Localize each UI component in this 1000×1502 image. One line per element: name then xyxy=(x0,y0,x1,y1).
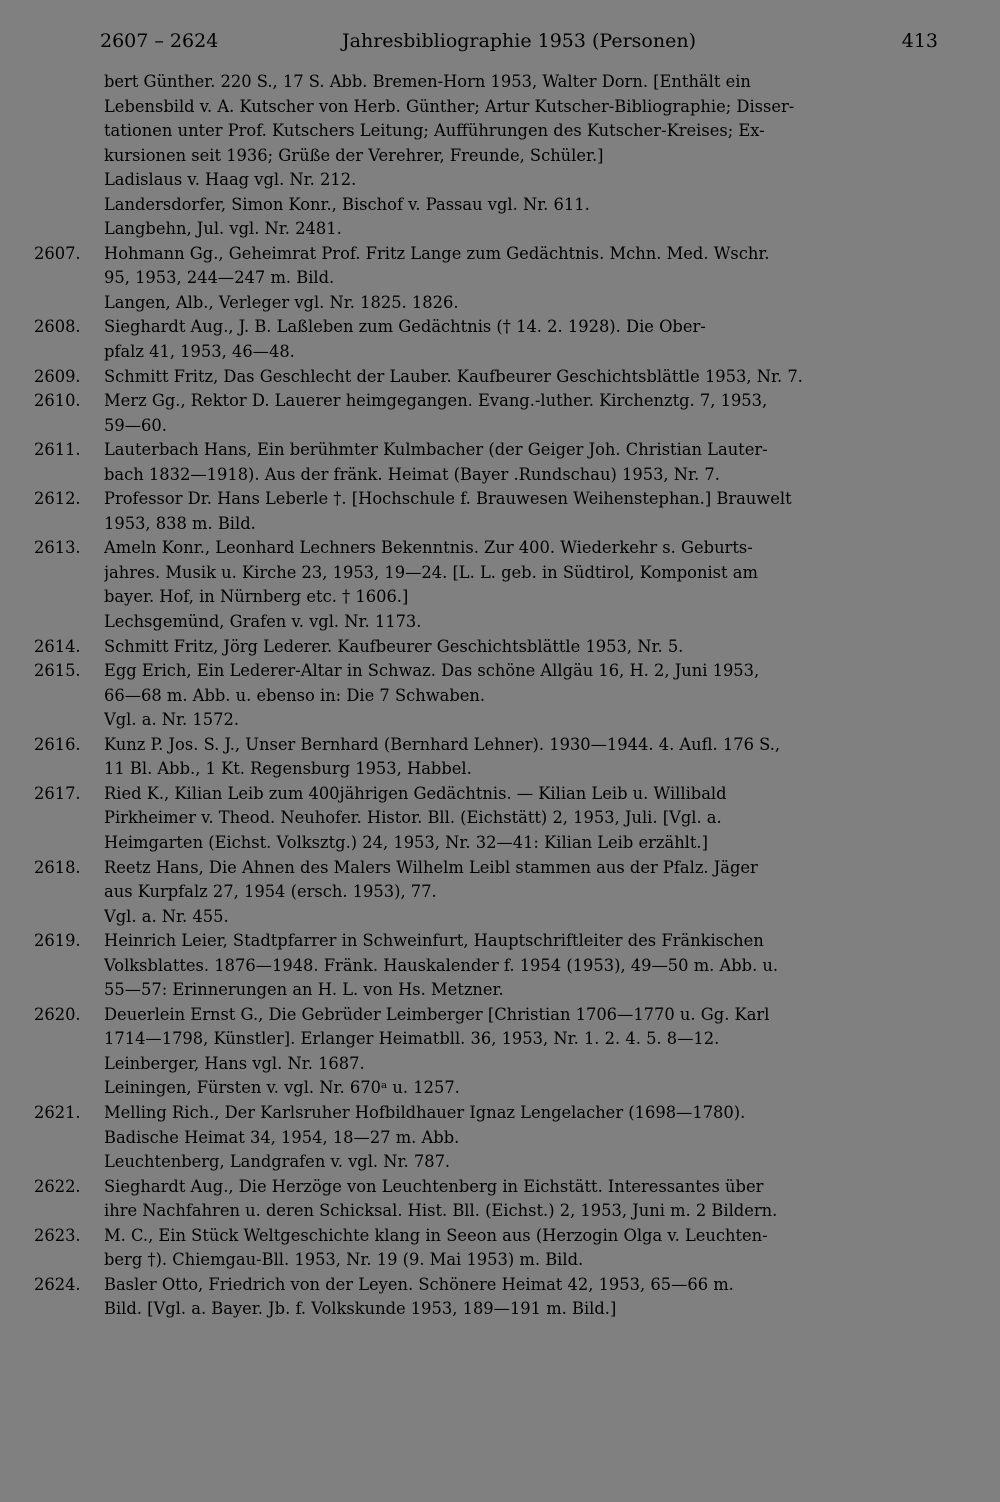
entry-text: Langbehn, Jul. vgl. Nr. 2481. xyxy=(104,219,342,239)
entry-text: Melling Rich., Der Karlsruher Hofbildhauer Ignaz Lengelacher (1698—1780). xyxy=(104,1102,746,1122)
bibliography-entries xyxy=(0,70,1000,1322)
entry-line xyxy=(0,1199,1000,1224)
entry-line xyxy=(0,512,1000,537)
entry-text: 11 Bl. Abb., 1 Kt. Regensburg 1953, Habbel. xyxy=(104,759,472,779)
entry-line xyxy=(0,242,1000,267)
entry-text: jahres. Musik u. Kirche 23, 1953, 19—24. [L. L. geb. in Südtirol, Komponist am xyxy=(104,562,758,582)
entry-number: 2624. xyxy=(34,1274,81,1294)
entry-text: bert Günther. 220 S., 17 S. Abb. Bremen-Horn 1953, Walter Dorn. [Enthält ein xyxy=(104,72,751,91)
entry-line xyxy=(0,119,1000,144)
entry-line xyxy=(0,168,1000,193)
entry-line xyxy=(0,733,1000,758)
entry-number: 2621. xyxy=(34,1102,81,1122)
entry-line xyxy=(0,856,1000,881)
running-title: Jahresbibliographie 1953 (Personen) xyxy=(342,30,696,52)
entry-line xyxy=(0,463,1000,488)
entry-number: 2612. xyxy=(34,489,81,509)
entry-text: Merz Gg., Rektor D. Lauerer heimgegangen. Evang.-luther. Kirchenztg. 7, 1953, xyxy=(104,391,768,411)
entry-line xyxy=(0,635,1000,660)
entry-text: Lebensbild v. A. Kutscher von Herb. Günther; Artur Kutscher-Bibliographie; Disser- xyxy=(104,96,795,116)
entry-text: Heinrich Leier, Stadtpfarrer in Schweinfurt, Hauptschriftleiter des Fränkischen xyxy=(104,931,764,951)
entry-text: Landersdorfer, Simon Konr., Bischof v. Passau vgl. Nr. 611. xyxy=(104,194,590,214)
entry-line xyxy=(0,782,1000,807)
entry-line xyxy=(0,585,1000,610)
entry-number: 2617. xyxy=(34,783,81,803)
entry-number: 2618. xyxy=(34,857,81,877)
entry-text: Leiningen, Fürsten v. vgl. Nr. 670ᵃ u. 1257. xyxy=(104,1078,460,1098)
entry-number: 2614. xyxy=(34,636,81,656)
entry-number: 2623. xyxy=(34,1225,81,1245)
entry-text: Langen, Alb., Verleger vgl. Nr. 1825. 1826. xyxy=(104,292,459,312)
entry-text: Professor Dr. Hans Leberle †. [Hochschule f. Brauwesen Weihenstephan.] Brauwelt xyxy=(104,489,792,509)
entry-number: 2609. xyxy=(34,366,81,386)
entry-line xyxy=(0,536,1000,561)
entry-text: Vgl. a. Nr. 455. xyxy=(104,906,229,926)
entry-text: 1953, 838 m. Bild. xyxy=(104,513,256,533)
entry-number: 2610. xyxy=(34,391,81,411)
entry-text: pfalz 41, 1953, 46—48. xyxy=(104,342,295,362)
entry-text: 1714—1798, Künstler]. Erlanger Heimatbll. 36, 1953, Nr. 1. 2. 4. 5. 8—12. xyxy=(104,1029,720,1049)
entry-text: Kunz P. Jos. S. J., Unser Bernhard (Bernhard Lehner). 1930—1944. 4. Aufl. 176 S., xyxy=(104,734,781,754)
entry-line xyxy=(0,978,1000,1003)
entry-line xyxy=(0,144,1000,169)
entry-text: Leinberger, Hans vgl. Nr. 1687. xyxy=(104,1053,365,1073)
entry-line xyxy=(0,1297,1000,1322)
entry-line xyxy=(0,880,1000,905)
entry-text: Volksblattes. 1876—1948. Fränk. Hauskalender f. 1954 (1953), 49—50 m. Abb. u. xyxy=(104,955,779,975)
entry-text: kursionen seit 1936; Grüße der Verehrer, Freunde, Schüler.] xyxy=(104,145,604,165)
entry-text: 66—68 m. Abb. u. ebenso in: Die 7 Schwaben. xyxy=(104,685,486,705)
entry-text: 95, 1953, 244—247 m. Bild. xyxy=(104,268,335,288)
entry-text: M. C., Ein Stück Weltgeschichte klang in Seeon aus (Herzogin Olga v. Leuchten- xyxy=(104,1225,768,1245)
entry-line xyxy=(0,1126,1000,1151)
entry-line xyxy=(0,1175,1000,1200)
entry-text: Basler Otto, Friedrich von der Leyen. Schönere Heimat 42, 1953, 65—66 m. xyxy=(104,1274,734,1294)
entry-text: Lauterbach Hans, Ein berühmter Kulmbacher (der Geiger Joh. Christian Lauter- xyxy=(104,440,768,460)
entry-line xyxy=(0,806,1000,831)
entry-line xyxy=(0,757,1000,782)
entry-text: 59—60. xyxy=(104,415,167,435)
entry-text: Egg Erich, Ein Lederer-Altar in Schwaz. Das schöne Allgäu 16, H. 2, Juni 1953, xyxy=(104,661,760,681)
entry-line xyxy=(0,831,1000,856)
entry-text: bach 1832—1918). Aus der fränk. Heimat (Bayer .Rundschau) 1953, Nr. 7. xyxy=(104,464,720,484)
entry-text: bayer. Hof, in Nürnberg etc. † 1606.] xyxy=(104,587,409,607)
entry-line xyxy=(0,487,1000,512)
entry-line xyxy=(0,266,1000,291)
entry-line xyxy=(0,1224,1000,1249)
entry-line xyxy=(0,561,1000,586)
entry-line xyxy=(0,340,1000,365)
entry-text: Leuchtenberg, Landgrafen v. vgl. Nr. 787. xyxy=(104,1152,451,1172)
entry-line xyxy=(0,905,1000,930)
entry-line xyxy=(0,389,1000,414)
entry-text: aus Kurpfalz 27, 1954 (ersch. 1953), 77. xyxy=(104,882,437,902)
entry-text: tationen unter Prof. Kutschers Leitung; Aufführungen des Kutscher-Kreises; Ex- xyxy=(104,121,765,141)
entry-line xyxy=(0,217,1000,242)
entry-range: 2607 – 2624 xyxy=(100,30,219,52)
entry-line xyxy=(0,193,1000,218)
entry-line xyxy=(0,1052,1000,1077)
entry-text: Bild. [Vgl. a. Bayer. Jb. f. Volkskunde 1953, 189—191 m. Bild.] xyxy=(104,1299,617,1319)
entry-line xyxy=(0,95,1000,120)
entry-text: Sieghardt Aug., Die Herzöge von Leuchtenberg in Eichstätt. Interessantes über xyxy=(104,1176,764,1196)
entry-text: Badische Heimat 34, 1954, 18—27 m. Abb. xyxy=(104,1127,460,1147)
entry-text: Ried K., Kilian Leib zum 400jährigen Gedächtnis. — Kilian Leib u. Willibald xyxy=(104,783,727,803)
entry-text: Deuerlein Ernst G., Die Gebrüder Leimberger [Christian 1706—1770 u. Gg. Karl xyxy=(104,1004,770,1024)
entry-line xyxy=(0,70,1000,95)
entry-text: ihre Nachfahren u. deren Schicksal. Hist. Bll. (Eichst.) 2, 1953, Juni m. 2 Bildern. xyxy=(104,1201,778,1221)
entry-text: berg †). Chiemgau-Bll. 1953, Nr. 19 (9. Mai 1953) m. Bild. xyxy=(104,1250,584,1270)
entry-number: 2607. xyxy=(34,243,81,263)
entry-line xyxy=(0,610,1000,635)
entry-text: Ameln Konr., Leonhard Lechners Bekenntnis. Zur 400. Wiederkehr s. Geburts- xyxy=(104,538,753,558)
entry-number: 2616. xyxy=(34,734,81,754)
entry-number: 2615. xyxy=(34,661,81,681)
entry-line xyxy=(0,684,1000,709)
entry-line xyxy=(0,1150,1000,1175)
page-header xyxy=(100,26,938,56)
entry-text: Sieghardt Aug., J. B. Laßleben zum Gedächtnis († 14. 2. 1928). Die Ober- xyxy=(104,317,706,337)
entry-line xyxy=(0,315,1000,340)
entry-line xyxy=(0,1027,1000,1052)
entry-line xyxy=(0,1101,1000,1126)
entry-text: Pirkheimer v. Theod. Neuhofer. Histor. Bll. (Eichstätt) 2, 1953, Juli. [Vgl. a. xyxy=(104,808,722,828)
entry-number: 2611. xyxy=(34,440,81,460)
entry-text: Ladislaus v. Haag vgl. Nr. 212. xyxy=(104,170,357,190)
entry-line xyxy=(0,414,1000,439)
entry-line xyxy=(0,291,1000,316)
entry-number: 2622. xyxy=(34,1176,81,1196)
entry-number: 2613. xyxy=(34,538,81,558)
entry-text: Schmitt Fritz, Jörg Lederer. Kaufbeurer Geschichtsblättle 1953, Nr. 5. xyxy=(104,636,684,656)
entry-text: Hohmann Gg., Geheimrat Prof. Fritz Lange zum Gedächtnis. Mchn. Med. Wschr. xyxy=(104,243,770,263)
entry-line xyxy=(0,659,1000,684)
entry-text: Schmitt Fritz, Das Geschlecht der Lauber. Kaufbeurer Geschichtsblättle 1953, Nr. 7. xyxy=(104,366,803,386)
entry-text: Vgl. a. Nr. 1572. xyxy=(104,710,239,730)
entry-number: 2608. xyxy=(34,317,81,337)
entry-line xyxy=(0,929,1000,954)
page-number: 413 xyxy=(901,30,938,52)
entry-line xyxy=(0,708,1000,733)
entry-number: 2619. xyxy=(34,931,81,951)
entry-line xyxy=(0,1003,1000,1028)
entry-text: Reetz Hans, Die Ahnen des Malers Wilhelm Leibl stammen aus der Pfalz. Jäger xyxy=(104,857,758,877)
entry-line xyxy=(0,954,1000,979)
entry-number: 2620. xyxy=(34,1004,81,1024)
entry-text: Lechsgemünd, Grafen v. vgl. Nr. 1173. xyxy=(104,612,422,632)
entry-line xyxy=(0,438,1000,463)
entry-line xyxy=(0,1248,1000,1273)
entry-line xyxy=(0,1076,1000,1101)
entry-line xyxy=(0,1273,1000,1298)
entry-text: Heimgarten (Eichst. Volksztg.) 24, 1953, Nr. 32—41: Kilian Leib erzählt.] xyxy=(104,832,708,852)
entry-line xyxy=(0,365,1000,390)
entry-text: 55—57: Erinnerungen an H. L. von Hs. Metzner. xyxy=(104,980,504,1000)
